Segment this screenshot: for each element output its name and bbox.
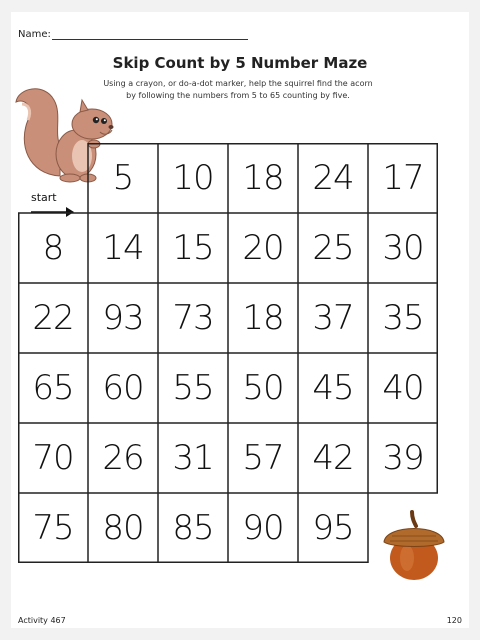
- maze-cell[interactable]: 31: [172, 438, 214, 478]
- maze-cell[interactable]: 85: [172, 508, 214, 548]
- page-number: 120: [446, 616, 462, 625]
- maze-cell[interactable]: 39: [382, 438, 424, 478]
- maze-cell[interactable]: 95: [312, 508, 354, 548]
- maze-cell[interactable]: 25: [312, 228, 354, 268]
- maze-cell[interactable]: 8: [42, 228, 64, 268]
- maze-cell[interactable]: 42: [312, 438, 354, 478]
- maze-cell[interactable]: 15: [172, 228, 214, 268]
- maze-cell[interactable]: 24: [312, 158, 354, 198]
- maze-cell[interactable]: 26: [102, 438, 144, 478]
- maze-cell[interactable]: 17: [382, 158, 424, 198]
- name-field[interactable]: [18, 28, 248, 40]
- name-line[interactable]: [52, 28, 248, 40]
- maze-cell[interactable]: 57: [242, 438, 284, 478]
- arrow-right-icon: [30, 205, 74, 219]
- maze-cell[interactable]: 35: [382, 298, 424, 338]
- maze-cell[interactable]: 40: [382, 368, 424, 408]
- maze-cell[interactable]: 75: [32, 508, 74, 548]
- maze-cell[interactable]: 80: [102, 508, 144, 548]
- maze-cell[interactable]: 73: [172, 298, 214, 338]
- maze-cell[interactable]: 90: [242, 508, 284, 548]
- name-label: Name:: [18, 29, 51, 40]
- maze-cell[interactable]: 30: [382, 228, 424, 268]
- activity-number: Activity 467: [18, 616, 66, 625]
- maze-cell[interactable]: 22: [32, 298, 74, 338]
- maze-cell[interactable]: 14: [102, 228, 144, 268]
- page-title: Skip Count by 5 Number Maze: [112, 54, 368, 72]
- maze-cell[interactable]: 20: [242, 228, 284, 268]
- maze-cell[interactable]: 60: [102, 368, 144, 408]
- instructions-line-1: Using a crayon, or do-a-dot marker, help the squirrel find the acorn: [103, 79, 373, 88]
- maze-cell[interactable]: 10: [172, 158, 214, 198]
- instructions-line-2: by following the numbers from 5 to 65 counting by five.: [126, 91, 350, 100]
- maze-cell[interactable]: 18: [242, 298, 284, 338]
- maze-cell[interactable]: 18: [242, 158, 284, 198]
- start-label: start: [31, 191, 57, 204]
- maze-cell[interactable]: 45: [312, 368, 354, 408]
- maze-cell[interactable]: 70: [32, 438, 74, 478]
- maze-cell[interactable]: 5: [112, 158, 134, 198]
- maze-cell[interactable]: 65: [32, 368, 74, 408]
- maze-cell[interactable]: 93: [102, 298, 144, 338]
- maze-cell[interactable]: 50: [242, 368, 284, 408]
- instructions: [88, 78, 388, 102]
- acorn-icon: [376, 508, 450, 584]
- maze-cell[interactable]: 37: [312, 298, 354, 338]
- squirrel-icon: [14, 80, 122, 188]
- maze-cell[interactable]: 55: [172, 368, 214, 408]
